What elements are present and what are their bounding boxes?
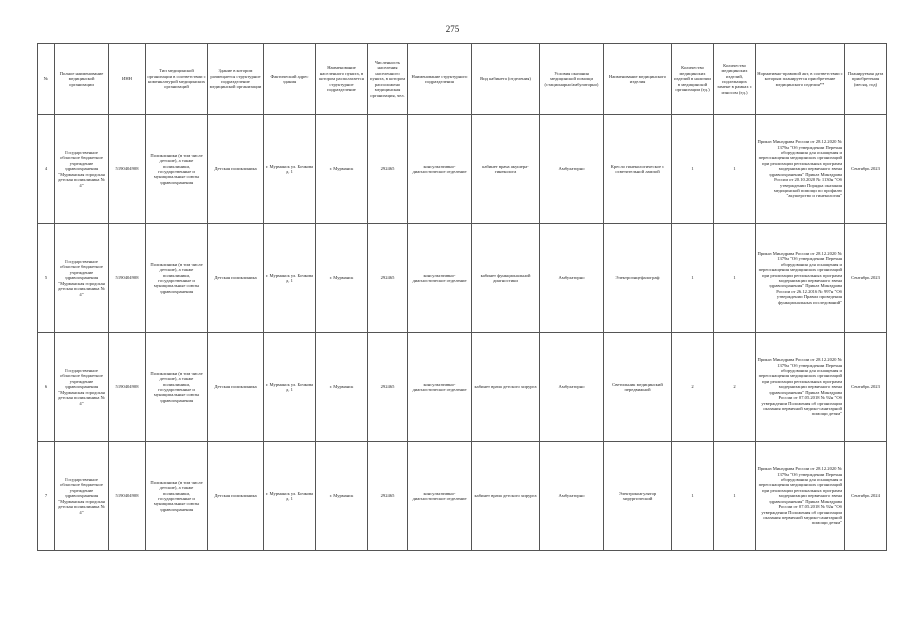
cell-room: кабинет врача детского хирурга bbox=[472, 333, 540, 442]
cell-address: г. Мурманск ул. Бочкова д. 1 bbox=[264, 442, 316, 551]
cell-unit: консультативно-диагностическое отделение bbox=[408, 442, 472, 551]
cell-type: Поликлиники (в том числе детские), а также поликлиники, государственные и муниципальные союзы здравоохранения bbox=[146, 333, 208, 442]
header-cell: Количество медицинских изделий, подлежащих замене в рамках с износом (ед.) bbox=[714, 44, 756, 115]
cell-available: 1 bbox=[672, 224, 714, 333]
header-cell: Планируемая дата приобретения (месяц, год) bbox=[845, 44, 887, 115]
cell-inn: 5190404908 bbox=[109, 115, 146, 224]
cell-org: Государственное областное бюджетное учреждение здравоохранения "Мурманская городская детская поликлиника № 4" bbox=[55, 115, 109, 224]
table-row bbox=[38, 115, 887, 224]
cell-available: 1 bbox=[672, 115, 714, 224]
header-cell: Наименование населенного пункта, в котором располагается структурное подразделение bbox=[316, 44, 368, 115]
header-cell: ИНН bbox=[109, 44, 146, 115]
cell-inn: 5190404908 bbox=[109, 333, 146, 442]
cell-inn: 5190404908 bbox=[109, 442, 146, 551]
cell-room: кабинет врача детского хирурга bbox=[472, 442, 540, 551]
cell-population: 292465 bbox=[368, 115, 408, 224]
cell-address: г. Мурманск ул. Бочкова д. 1 bbox=[264, 224, 316, 333]
cell-population: 292465 bbox=[368, 333, 408, 442]
cell-basis: Приказ Минздрава России от 28.12.2020 № 1379н "Об утверждении Перечня оборудования для оснащения и переоснащения медицинских организаций при реализации региональных программ модернизации первичного звена здравоохранения" Приказ Минздрава России от 07.05.2018 № 92н "Об утверждении Положения об организации оказания первичной медико-санитарной помощи детям" bbox=[756, 442, 845, 551]
cell-num: 4 bbox=[38, 115, 55, 224]
cell-address: г. Мурманск ул. Бочкова д. 1 bbox=[264, 115, 316, 224]
cell-device: Электроэнцефалограф bbox=[604, 224, 672, 333]
table-row bbox=[38, 442, 887, 551]
cell-conditions: Амбулаторно bbox=[540, 115, 604, 224]
cell-locality: г. Мурманск bbox=[316, 224, 368, 333]
cell-replace: 1 bbox=[714, 442, 756, 551]
cell-date: Сентябрь 2023 bbox=[845, 224, 887, 333]
cell-available: 2 bbox=[672, 333, 714, 442]
header-cell: Условия оказания медицинской помощи (стационарно/амбулаторно) bbox=[540, 44, 604, 115]
cell-unit: консультативно-диагностическое отделение bbox=[408, 224, 472, 333]
cell-org: Государственное областное бюджетное учреждение здравоохранения "Мурманская городская детская поликлиника № 4" bbox=[55, 333, 109, 442]
header-cell: Количество медицинских изделий в наличии в медицинской организации (ед.) bbox=[672, 44, 714, 115]
cell-building: Детская поликлиника bbox=[208, 333, 264, 442]
cell-population: 292465 bbox=[368, 224, 408, 333]
cell-population: 292465 bbox=[368, 442, 408, 551]
header-cell: Тип медицинской организации в соответствии с номенклатурой медицинских организаций bbox=[146, 44, 208, 115]
header-cell: Численность населения населенного пункта, в котором расположено медицинская организация, чел. bbox=[368, 44, 408, 115]
cell-basis: Приказ Минздрава России от 28.12.2020 № 1379н "Об утверждении Перечня оборудования для оснащения и переоснащения медицинских организаций при реализации региональных программ модернизации первичного звена здравоохранения" Приказ Минздрава России от 26.12.2016 № 997н "Об утверждении Правил проведения функциональных исследований" bbox=[756, 224, 845, 333]
cell-locality: г. Мурманск bbox=[316, 115, 368, 224]
header-cell: Фактический адрес здания bbox=[264, 44, 316, 115]
cell-type: Поликлиники (в том числе детские), а также поликлиники, государственные и муниципальные союзы здравоохранения bbox=[146, 115, 208, 224]
cell-basis: Приказ Минздрава России от 28.12.2020 № 1379н "Об утверждении Перечня оборудования для оснащения и переоснащения медицинских организаций при реализации региональных программ модернизации первичного звена здравоохранения" Приказ Минздрава России от 07.05.2018 № 92н "Об утверждении Положения об организации оказания первичной медико-санитарной помощи детям" bbox=[756, 333, 845, 442]
cell-replace: 2 bbox=[714, 333, 756, 442]
cell-room: кабинет врача акушера-гинеколога bbox=[472, 115, 540, 224]
page-number: 275 bbox=[445, 24, 460, 34]
medical-equipment-table bbox=[37, 43, 887, 551]
cell-inn: 5190404908 bbox=[109, 224, 146, 333]
cell-org: Государственное областное бюджетное учреждение здравоохранения "Мурманская городская детская поликлиника № 4" bbox=[55, 224, 109, 333]
cell-conditions: Амбулаторно bbox=[540, 442, 604, 551]
header-cell: Здание в котором размещается структурное подразделение медицинской организации bbox=[208, 44, 264, 115]
cell-building: Детская поликлиника bbox=[208, 224, 264, 333]
cell-unit: консультативно-диагностическое отделение bbox=[408, 115, 472, 224]
cell-num: 6 bbox=[38, 333, 55, 442]
cell-available: 1 bbox=[672, 442, 714, 551]
cell-replace: 1 bbox=[714, 115, 756, 224]
cell-num: 7 bbox=[38, 442, 55, 551]
cell-conditions: Амбулаторно bbox=[540, 224, 604, 333]
header-cell: Полное наименование медицинской организации bbox=[55, 44, 109, 115]
cell-type: Поликлиники (в том числе детские), а также поликлиники, государственные и муниципальные союзы здравоохранения bbox=[146, 442, 208, 551]
cell-date: Сентябрь 2023 bbox=[845, 333, 887, 442]
cell-address: г. Мурманск ул. Бочкова д. 1 bbox=[264, 333, 316, 442]
cell-building: Детская поликлиника bbox=[208, 115, 264, 224]
table-row bbox=[38, 224, 887, 333]
cell-replace: 1 bbox=[714, 224, 756, 333]
cell-device: Кресло гинекологическое с осветительной лампой bbox=[604, 115, 672, 224]
cell-room: кабинет функциональной диагностики bbox=[472, 224, 540, 333]
cell-locality: г. Мурманск bbox=[316, 333, 368, 442]
cell-locality: г. Мурманск bbox=[316, 442, 368, 551]
cell-date: Сентябрь 2023 bbox=[845, 115, 887, 224]
header-cell: Наименование медицинского изделия bbox=[604, 44, 672, 115]
table-header-row bbox=[38, 44, 887, 115]
cell-type: Поликлиники (в том числе детские), а также поликлиники, государственные и муниципальные союзы здравоохранения bbox=[146, 224, 208, 333]
table-row bbox=[38, 333, 887, 442]
cell-unit: консультативно-диагностическое отделение bbox=[408, 333, 472, 442]
cell-conditions: Амбулаторно bbox=[540, 333, 604, 442]
cell-num: 5 bbox=[38, 224, 55, 333]
header-cell: Вид кабинета (отделения) bbox=[472, 44, 540, 115]
cell-org: Государственное областное бюджетное учреждение здравоохранения "Мурманская городская детская поликлиника № 4" bbox=[55, 442, 109, 551]
cell-basis: Приказ Минздрава России от 28.12.2020 № 1379н "Об утверждении Перечня оборудования для оснащения и переоснащения медицинских организаций при реализации региональных программ модернизации первичного звена здравоохранения" Приказ Минздрава России от 20.10.2020 № 1130н "Об утверждении Порядка оказания медицинской помощи по профилю "акушерство и гинекология" bbox=[756, 115, 845, 224]
header-cell: № bbox=[38, 44, 55, 115]
cell-building: Детская поликлиника bbox=[208, 442, 264, 551]
header-cell: Нормативно-правовой акт, в соответствии с которым планируется приобретение медицинского изделия** bbox=[756, 44, 845, 115]
cell-date: Сентябрь 2024 bbox=[845, 442, 887, 551]
cell-device: Электрокоагулятор хирургический bbox=[604, 442, 672, 551]
header-cell: Наименование структурного подразделения bbox=[408, 44, 472, 115]
cell-device: Светильник медицинский передвижной bbox=[604, 333, 672, 442]
